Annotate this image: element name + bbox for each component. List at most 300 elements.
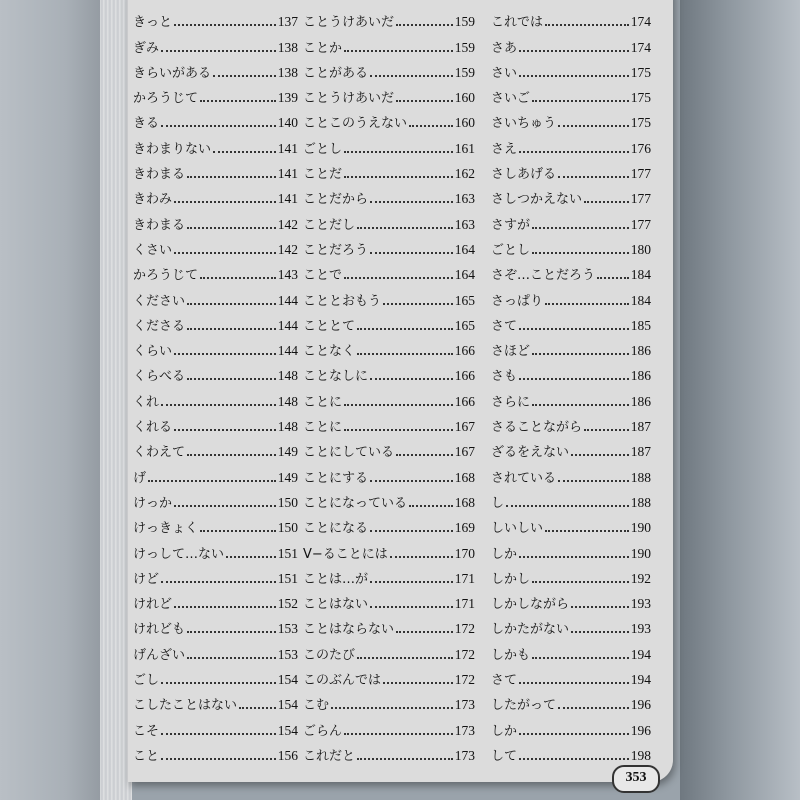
index-page-ref: 166 bbox=[454, 368, 475, 384]
index-term: ごとし bbox=[491, 242, 531, 258]
index-page-ref: 185 bbox=[630, 317, 651, 333]
index-term: きわまる bbox=[133, 167, 186, 183]
leader-dots bbox=[390, 556, 453, 558]
index-entry bbox=[303, 359, 475, 384]
leader-dots bbox=[584, 429, 629, 431]
leader-dots bbox=[187, 227, 276, 229]
index-entry bbox=[303, 233, 475, 258]
index-page-ref: 196 bbox=[630, 722, 651, 738]
index-page-ref: 168 bbox=[454, 494, 475, 510]
leader-dots bbox=[148, 480, 276, 482]
index-term: くさい bbox=[133, 242, 173, 258]
index-page-ref: 152 bbox=[277, 596, 298, 612]
leader-dots bbox=[187, 631, 276, 633]
index-entry bbox=[133, 56, 298, 81]
index-entry bbox=[303, 688, 475, 713]
index-page-ref: 159 bbox=[454, 39, 475, 55]
index-term: きわまる bbox=[133, 217, 186, 233]
index-term: くらべる bbox=[133, 369, 186, 385]
leader-dots bbox=[532, 252, 629, 254]
index-entry bbox=[303, 30, 475, 55]
leader-dots bbox=[187, 454, 276, 456]
index-page-ref: 138 bbox=[277, 39, 298, 55]
leader-dots bbox=[571, 631, 629, 633]
leader-dots bbox=[558, 125, 629, 127]
index-entry bbox=[303, 587, 475, 612]
index-entry bbox=[303, 460, 475, 485]
leader-dots bbox=[174, 252, 276, 254]
index-term: かろうじて bbox=[133, 268, 199, 284]
index-entry bbox=[133, 233, 298, 258]
index-entry bbox=[303, 637, 475, 662]
index-term: さすが bbox=[491, 217, 531, 233]
index-page-ref: 198 bbox=[630, 747, 651, 763]
index-entry bbox=[491, 435, 651, 460]
index-term: しかし bbox=[491, 571, 531, 587]
index-entry bbox=[303, 283, 475, 308]
leader-dots bbox=[331, 707, 453, 709]
leader-dots bbox=[213, 151, 276, 153]
index-page-ref: 190 bbox=[630, 520, 651, 536]
index-term: さえ bbox=[491, 141, 518, 157]
leader-dots bbox=[174, 24, 276, 26]
index-entry bbox=[303, 81, 475, 106]
index-term: したがって bbox=[491, 698, 557, 714]
index-page-ref: 172 bbox=[454, 672, 475, 688]
index-term: こと bbox=[133, 748, 160, 764]
index-page-ref: 170 bbox=[454, 545, 475, 561]
index-page-ref: 172 bbox=[454, 621, 475, 637]
index-entry bbox=[491, 334, 651, 359]
leader-dots bbox=[187, 328, 276, 330]
index-entry bbox=[303, 207, 475, 232]
index-term: さしつかえない bbox=[491, 192, 583, 208]
leader-dots bbox=[370, 480, 453, 482]
index-page-ref: 142 bbox=[277, 216, 298, 232]
index-page-ref: 140 bbox=[277, 115, 298, 131]
leader-dots bbox=[532, 657, 629, 659]
leader-dots bbox=[344, 50, 453, 52]
leader-dots bbox=[383, 682, 453, 684]
index-term: さて bbox=[491, 673, 518, 689]
leader-dots bbox=[519, 151, 629, 153]
index-page-ref: 187 bbox=[630, 444, 651, 460]
index-term: げ bbox=[133, 470, 147, 486]
index-term: さほど bbox=[491, 344, 531, 360]
index-page-ref: 148 bbox=[277, 368, 298, 384]
leader-dots bbox=[226, 556, 276, 558]
index-entry bbox=[303, 486, 475, 511]
index-term: こととて bbox=[303, 318, 356, 334]
index-entry bbox=[491, 713, 651, 738]
index-page-ref: 190 bbox=[630, 545, 651, 561]
index-entry bbox=[133, 384, 298, 409]
leader-dots bbox=[519, 328, 629, 330]
index-page-ref: 149 bbox=[277, 444, 298, 460]
leader-dots bbox=[545, 24, 629, 26]
index-page-ref: 174 bbox=[630, 39, 651, 55]
index-term: さらに bbox=[491, 394, 531, 410]
leader-dots bbox=[571, 606, 629, 608]
index-page-ref: 151 bbox=[277, 545, 298, 561]
index-entry bbox=[133, 5, 298, 30]
leader-dots bbox=[519, 556, 629, 558]
index-entry bbox=[491, 56, 651, 81]
leader-dots bbox=[174, 429, 276, 431]
index-entry bbox=[491, 663, 651, 688]
index-entry bbox=[303, 5, 475, 30]
leader-dots bbox=[519, 378, 629, 380]
index-entry bbox=[303, 536, 475, 561]
leader-dots bbox=[370, 201, 453, 203]
index-column-3 bbox=[491, 5, 651, 764]
leader-dots bbox=[383, 303, 453, 305]
index-term: さも bbox=[491, 369, 518, 385]
index-page-ref: 137 bbox=[277, 14, 298, 30]
index-entry bbox=[303, 309, 475, 334]
background-right bbox=[680, 0, 800, 800]
index-entry bbox=[133, 511, 298, 536]
index-page-ref: 153 bbox=[277, 646, 298, 662]
index-term: ざるをえない bbox=[491, 445, 570, 461]
index-page-ref: 142 bbox=[277, 241, 298, 257]
leader-dots bbox=[519, 733, 629, 735]
index-term: さることながら bbox=[491, 420, 583, 436]
index-page-ref: 169 bbox=[454, 520, 475, 536]
index-entry bbox=[133, 713, 298, 738]
index-term: きわまりない bbox=[133, 141, 212, 157]
index-entry bbox=[303, 157, 475, 182]
index-term: さて bbox=[491, 318, 518, 334]
index-page-ref: 184 bbox=[630, 292, 651, 308]
index-column-2 bbox=[303, 5, 475, 764]
leader-dots bbox=[174, 606, 276, 608]
leader-dots bbox=[357, 758, 453, 760]
index-term: さいちゅう bbox=[491, 116, 557, 132]
index-page-ref: 163 bbox=[454, 191, 475, 207]
leader-dots bbox=[571, 454, 629, 456]
index-entry bbox=[491, 511, 651, 536]
index-term: ことになっている bbox=[303, 495, 408, 511]
leader-dots bbox=[161, 50, 276, 52]
leader-dots bbox=[532, 581, 629, 583]
leader-dots bbox=[532, 227, 629, 229]
index-page-ref: 171 bbox=[454, 596, 475, 612]
index-entry bbox=[303, 410, 475, 435]
index-page-ref: 148 bbox=[277, 393, 298, 409]
index-term: けっきょく bbox=[133, 521, 199, 537]
index-page-ref: 160 bbox=[454, 115, 475, 131]
index-entry bbox=[491, 587, 651, 612]
leader-dots bbox=[532, 100, 629, 102]
index-entry bbox=[303, 131, 475, 156]
leader-dots bbox=[161, 733, 276, 735]
index-page-ref: 192 bbox=[630, 570, 651, 586]
index-entry bbox=[133, 334, 298, 359]
index-term: ことこのうえない bbox=[303, 116, 408, 132]
leader-dots bbox=[558, 480, 629, 482]
index-page-ref: 159 bbox=[454, 64, 475, 80]
index-term: ことはならない bbox=[303, 622, 395, 638]
leader-dots bbox=[187, 378, 276, 380]
index-term: ことうけあいだ bbox=[303, 15, 395, 31]
index-term: きらいがある bbox=[133, 65, 212, 81]
leader-dots bbox=[370, 581, 453, 583]
index-page-ref: 144 bbox=[277, 292, 298, 308]
index-term: こととおもう bbox=[303, 293, 382, 309]
leader-dots bbox=[200, 530, 276, 532]
index-page-ref: 173 bbox=[454, 697, 475, 713]
index-page-ref: 143 bbox=[277, 267, 298, 283]
index-term: さしあげる bbox=[491, 167, 557, 183]
index-term: ことか bbox=[303, 40, 343, 56]
leader-dots bbox=[396, 100, 453, 102]
index-entry bbox=[303, 562, 475, 587]
index-entry bbox=[303, 435, 475, 460]
index-page-ref: 149 bbox=[277, 469, 298, 485]
index-term: ことだから bbox=[303, 192, 369, 208]
index-entry bbox=[303, 182, 475, 207]
index-entry bbox=[491, 207, 651, 232]
index-term: ごし bbox=[133, 673, 160, 689]
index-term: きる bbox=[133, 116, 160, 132]
index-entry bbox=[133, 637, 298, 662]
index-term: さあ bbox=[491, 40, 518, 56]
index-entry bbox=[303, 258, 475, 283]
index-term: ことは…が bbox=[303, 571, 369, 587]
index-entry bbox=[133, 258, 298, 283]
index-column-1 bbox=[133, 5, 298, 764]
index-term: ことだろう bbox=[303, 242, 369, 258]
index-page-ref: 148 bbox=[277, 419, 298, 435]
leader-dots bbox=[161, 758, 276, 760]
index-term: ぎみ bbox=[133, 40, 160, 56]
index-page-ref: 173 bbox=[454, 747, 475, 763]
index-page-ref: 156 bbox=[277, 747, 298, 763]
index-entry bbox=[133, 663, 298, 688]
index-term: きわみ bbox=[133, 192, 173, 208]
index-term: して bbox=[491, 748, 518, 764]
index-term: くれ bbox=[133, 394, 160, 410]
leader-dots bbox=[370, 530, 453, 532]
index-page-ref: 162 bbox=[454, 166, 475, 182]
leader-dots bbox=[519, 50, 629, 52]
index-page-ref: 164 bbox=[454, 241, 475, 257]
leader-dots bbox=[187, 176, 276, 178]
leader-dots bbox=[396, 24, 453, 26]
index-page-ref: 175 bbox=[630, 64, 651, 80]
index-term: けっか bbox=[133, 495, 173, 511]
index-page-ref: 141 bbox=[277, 140, 298, 156]
index-term: けど bbox=[133, 571, 160, 587]
index-term: かろうじて bbox=[133, 91, 199, 107]
index-term: V−ることには bbox=[303, 546, 388, 562]
index-entry bbox=[133, 81, 298, 106]
page-number: 353 bbox=[612, 765, 660, 793]
leader-dots bbox=[597, 277, 629, 279]
index-page-ref: 154 bbox=[277, 722, 298, 738]
index-term: ことなしに bbox=[303, 369, 369, 385]
index-term: ことにしている bbox=[303, 445, 395, 461]
index-page-ref: 175 bbox=[630, 115, 651, 131]
index-entry bbox=[491, 359, 651, 384]
index-term: されている bbox=[491, 470, 557, 486]
index-page-ref: 177 bbox=[630, 216, 651, 232]
index-entry bbox=[133, 536, 298, 561]
index-term: しかたがない bbox=[491, 622, 570, 638]
index-term: このたび bbox=[303, 647, 356, 663]
index-page-ref: 175 bbox=[630, 90, 651, 106]
leader-dots bbox=[357, 657, 453, 659]
leader-dots bbox=[409, 125, 453, 127]
leader-dots bbox=[519, 682, 629, 684]
index-entry bbox=[491, 637, 651, 662]
leader-dots bbox=[396, 454, 453, 456]
index-page-ref: 153 bbox=[277, 621, 298, 637]
leader-dots bbox=[344, 151, 453, 153]
index-entry bbox=[491, 410, 651, 435]
index-entry bbox=[133, 359, 298, 384]
index-entry bbox=[133, 739, 298, 764]
index-page-ref: 193 bbox=[630, 596, 651, 612]
index-entry bbox=[133, 587, 298, 612]
index-page-ref: 139 bbox=[277, 90, 298, 106]
index-entry bbox=[303, 384, 475, 409]
index-term: しか bbox=[491, 723, 518, 739]
index-page-ref: 188 bbox=[630, 469, 651, 485]
index-page-ref: 177 bbox=[630, 166, 651, 182]
leader-dots bbox=[174, 201, 276, 203]
index-term: くわえて bbox=[133, 445, 186, 461]
index-page-ref: 187 bbox=[630, 419, 651, 435]
index-page-ref: 188 bbox=[630, 494, 651, 510]
index-entry bbox=[133, 283, 298, 308]
index-page-ref: 150 bbox=[277, 520, 298, 536]
index-entry bbox=[133, 435, 298, 460]
index-page-ref: 159 bbox=[454, 14, 475, 30]
index-page-ref: 194 bbox=[630, 672, 651, 688]
leader-dots bbox=[344, 404, 453, 406]
leader-dots bbox=[161, 581, 276, 583]
index-entry bbox=[303, 612, 475, 637]
index-page-ref: 196 bbox=[630, 697, 651, 713]
index-page-ref: 193 bbox=[630, 621, 651, 637]
index-entry bbox=[133, 182, 298, 207]
leader-dots bbox=[519, 758, 629, 760]
leader-dots bbox=[357, 353, 453, 355]
index-page-ref: 151 bbox=[277, 570, 298, 586]
index-term: ごらん bbox=[303, 723, 343, 739]
leader-dots bbox=[558, 707, 629, 709]
index-page-ref: 194 bbox=[630, 646, 651, 662]
index-term: さいご bbox=[491, 91, 531, 107]
index-term: ください bbox=[133, 293, 186, 309]
index-page-ref: 163 bbox=[454, 216, 475, 232]
index-page-ref: 154 bbox=[277, 672, 298, 688]
leader-dots bbox=[344, 277, 453, 279]
index-term: ことに bbox=[303, 394, 343, 410]
leader-dots bbox=[370, 606, 453, 608]
leader-dots bbox=[174, 353, 276, 355]
leader-dots bbox=[213, 75, 276, 77]
index-term: さっぱり bbox=[491, 293, 544, 309]
index-entry bbox=[491, 5, 651, 30]
leader-dots bbox=[357, 227, 453, 229]
index-entry bbox=[133, 207, 298, 232]
index-entry bbox=[491, 460, 651, 485]
index-term: さぞ…ことだろう bbox=[491, 268, 596, 284]
leader-dots bbox=[161, 125, 276, 127]
index-page-ref: 141 bbox=[277, 191, 298, 207]
index-term: しかも bbox=[491, 647, 531, 663]
index-term: こそ bbox=[133, 723, 160, 739]
index-entry bbox=[133, 30, 298, 55]
index-entry bbox=[303, 713, 475, 738]
index-term: ことに bbox=[303, 420, 343, 436]
index-page-ref: 165 bbox=[454, 292, 475, 308]
leader-dots bbox=[187, 303, 276, 305]
index-entry bbox=[133, 612, 298, 637]
index-entry bbox=[491, 182, 651, 207]
leader-dots bbox=[344, 429, 453, 431]
leader-dots bbox=[161, 404, 276, 406]
index-page-ref: 186 bbox=[630, 343, 651, 359]
index-term: きっと bbox=[133, 15, 173, 31]
index-page-ref: 138 bbox=[277, 64, 298, 80]
leader-dots bbox=[344, 176, 453, 178]
index-page-ref: 150 bbox=[277, 494, 298, 510]
index-page-ref: 167 bbox=[454, 419, 475, 435]
index-entry bbox=[133, 410, 298, 435]
index-entry bbox=[133, 688, 298, 713]
index-page-ref: 141 bbox=[277, 166, 298, 182]
leader-dots bbox=[357, 328, 453, 330]
leader-dots bbox=[161, 682, 276, 684]
index-term: しかしながら bbox=[491, 597, 570, 613]
index-entry bbox=[133, 486, 298, 511]
index-entry bbox=[491, 258, 651, 283]
leader-dots bbox=[200, 277, 276, 279]
index-term: けれども bbox=[133, 622, 186, 638]
index-entry bbox=[133, 309, 298, 334]
index-entry bbox=[491, 309, 651, 334]
index-page-ref: 186 bbox=[630, 393, 651, 409]
index-term: ことだ bbox=[303, 167, 343, 183]
leader-dots bbox=[545, 530, 629, 532]
leader-dots bbox=[370, 378, 453, 380]
leader-dots bbox=[396, 631, 453, 633]
index-entry bbox=[491, 81, 651, 106]
leader-dots bbox=[344, 733, 453, 735]
index-term: これだと bbox=[303, 748, 356, 764]
index-entry bbox=[491, 384, 651, 409]
index-entry bbox=[303, 334, 475, 359]
index-entry bbox=[303, 739, 475, 764]
index-page-ref: 173 bbox=[454, 722, 475, 738]
index-entry bbox=[133, 460, 298, 485]
index-term: しいしい bbox=[491, 521, 544, 537]
index-page-ref: 166 bbox=[454, 343, 475, 359]
index-term: し bbox=[491, 495, 505, 511]
index-page-ref: 184 bbox=[630, 267, 651, 283]
index-entry bbox=[491, 283, 651, 308]
index-entry bbox=[491, 739, 651, 764]
index-term: けっして…ない bbox=[133, 546, 225, 562]
index-page-ref: 186 bbox=[630, 368, 651, 384]
index-entry bbox=[491, 536, 651, 561]
index-entry bbox=[491, 688, 651, 713]
index-page-ref: 176 bbox=[630, 140, 651, 156]
